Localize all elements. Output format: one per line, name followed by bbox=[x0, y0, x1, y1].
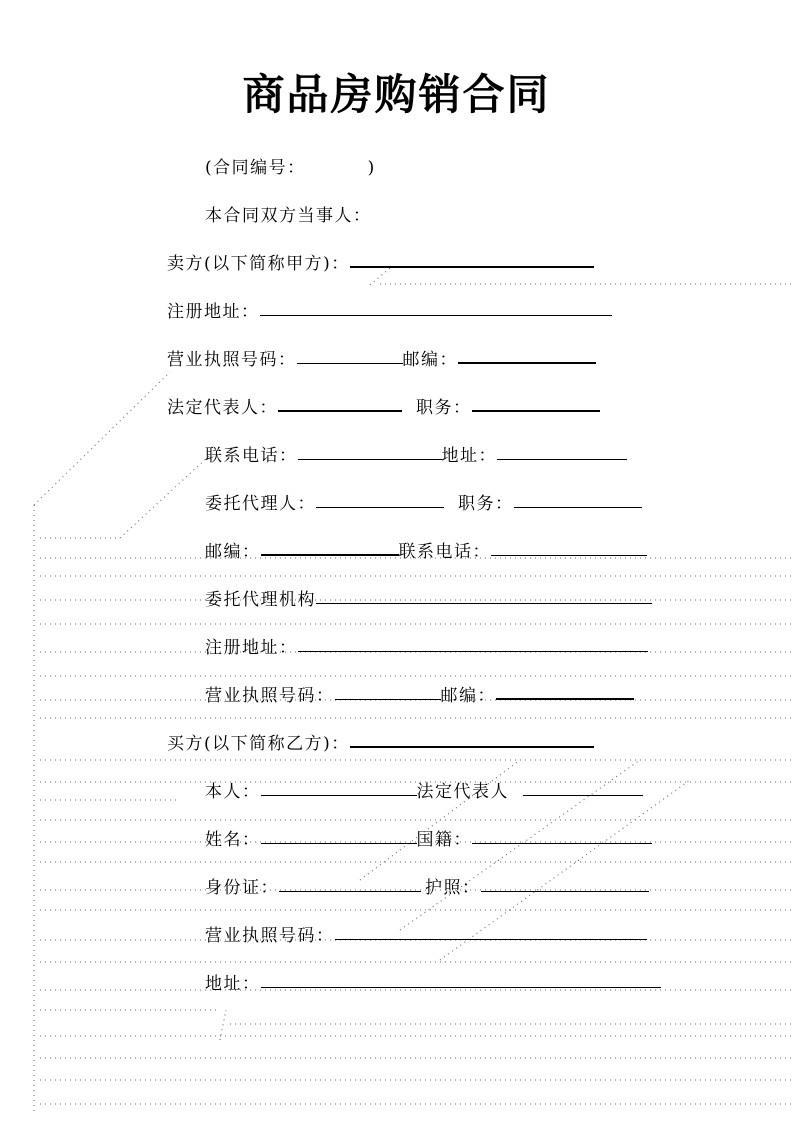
seller-agent-phone-field[interactable] bbox=[491, 554, 647, 556]
contract-number-close: ) bbox=[367, 158, 376, 178]
agency-postcode-field[interactable] bbox=[496, 697, 634, 700]
seller-address-label: 地址： bbox=[441, 446, 497, 466]
seller-phone-line bbox=[205, 436, 627, 466]
seller-license-label: 营业执照号码： bbox=[167, 350, 297, 370]
seller-agency-label: 委托代理机构 bbox=[205, 590, 316, 610]
seller-legal-rep-label: 法定代表人： bbox=[167, 398, 278, 418]
buyer-passport-field[interactable] bbox=[481, 890, 649, 892]
buyer-legal-rep-field[interactable] bbox=[523, 794, 643, 796]
document-title: 商品房购销合同 bbox=[242, 70, 551, 119]
seller-reg-address-label: 注册地址： bbox=[167, 302, 260, 322]
buyer-name-input[interactable] bbox=[261, 842, 417, 844]
seller-phone-field[interactable] bbox=[298, 458, 442, 460]
dotted-diagonal-left bbox=[34, 372, 170, 505]
buyer-address-label: 地址： bbox=[205, 974, 261, 994]
buyer-passport-label: 护照： bbox=[425, 878, 481, 898]
buyer-license-label: 营业执照号码： bbox=[205, 926, 335, 946]
agency-reg-address-line bbox=[205, 628, 648, 658]
agency-reg-address-label: 注册地址： bbox=[205, 638, 298, 658]
buyer-self-label: 本人： bbox=[205, 782, 261, 802]
buyer-name-label: 姓名： bbox=[205, 830, 261, 850]
seller-postcode-label: 邮编： bbox=[402, 350, 458, 370]
seller-license-field[interactable] bbox=[297, 362, 403, 364]
seller-phone-label: 联系电话： bbox=[205, 446, 298, 466]
buyer-legal-rep-label: 法定代表人 bbox=[416, 782, 509, 802]
seller-reg-address-line bbox=[167, 292, 612, 322]
seller-position-field[interactable] bbox=[472, 409, 600, 412]
contract-number-label: (合同编号： bbox=[205, 158, 306, 178]
seller-name-field[interactable] bbox=[350, 265, 594, 268]
seller-agent-line bbox=[205, 484, 642, 514]
buyer-address-field[interactable] bbox=[261, 986, 661, 988]
seller-agent-postcode-label: 邮编： bbox=[205, 542, 261, 562]
dotted-diagonal-inner bbox=[120, 455, 210, 538]
buyer-license-field[interactable] bbox=[335, 938, 647, 940]
agency-license-line bbox=[205, 676, 634, 706]
buyer-id-field[interactable] bbox=[279, 890, 421, 892]
buyer-address-line bbox=[205, 964, 661, 994]
seller-agent-phone-label: 联系电话： bbox=[398, 542, 491, 562]
buyer-nationality-field[interactable] bbox=[472, 842, 652, 844]
seller-postcode-field[interactable] bbox=[458, 361, 596, 364]
parties-intro-text: 本合同双方当事人： bbox=[205, 206, 372, 226]
agency-license-label: 营业执照号码： bbox=[205, 686, 335, 706]
seller-heading: 卖方(以下简称甲方)： bbox=[167, 254, 350, 274]
buyer-self-line bbox=[205, 772, 643, 802]
agency-postcode-label: 邮编： bbox=[440, 686, 496, 706]
seller-license-line bbox=[167, 340, 596, 370]
seller-agent-label: 委托代理人： bbox=[205, 494, 316, 514]
seller-legal-rep-field[interactable] bbox=[278, 409, 402, 412]
seller-agency-field[interactable] bbox=[316, 602, 652, 604]
seller-agent-position-label: 职务： bbox=[458, 494, 514, 514]
contract-number-line bbox=[205, 148, 376, 178]
agency-reg-address-field[interactable] bbox=[298, 650, 648, 652]
buyer-name-field[interactable] bbox=[350, 745, 594, 748]
agency-license-field[interactable] bbox=[335, 698, 441, 700]
buyer-license-line bbox=[205, 916, 647, 946]
seller-position-label: 职务： bbox=[416, 398, 472, 418]
seller-agent-field[interactable] bbox=[316, 506, 444, 508]
seller-agent-position-field[interactable] bbox=[514, 506, 642, 508]
seller-agent-postcode-field[interactable] bbox=[261, 553, 399, 556]
seller-reg-address-field[interactable] bbox=[260, 314, 612, 316]
buyer-nationality-label: 国籍： bbox=[416, 830, 472, 850]
buyer-self-field[interactable] bbox=[261, 794, 417, 796]
buyer-heading: 买方(以下简称乙方)： bbox=[167, 734, 350, 754]
seller-address-field[interactable] bbox=[497, 458, 627, 460]
parties-intro bbox=[205, 196, 372, 226]
buyer-heading-line bbox=[167, 724, 594, 754]
seller-agency-line bbox=[205, 580, 652, 610]
buyer-name-line bbox=[205, 820, 652, 850]
seller-agent-postcode-line bbox=[205, 532, 647, 562]
buyer-id-line bbox=[205, 868, 649, 898]
seller-heading-line bbox=[167, 244, 594, 274]
seller-legal-rep-line bbox=[167, 388, 600, 418]
buyer-id-label: 身份证： bbox=[205, 878, 279, 898]
